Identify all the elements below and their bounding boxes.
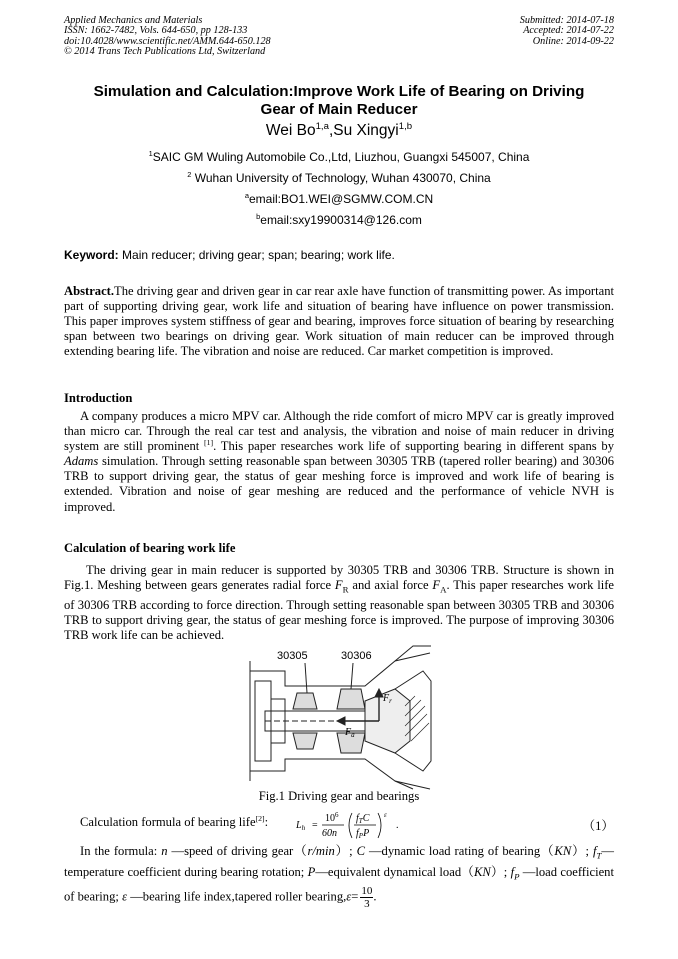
label-30305: 30305 [277,650,308,662]
author-separator: , [328,122,334,139]
def-frac-num: 10 [361,885,373,898]
email-b [64,213,614,227]
keywords-label: Keyword: [64,248,119,262]
bearing-life-equation [296,810,426,840]
eq-equals: = [312,820,318,831]
def-lead: In the formula: [80,844,158,858]
keywords [64,248,614,262]
affiliation-1-sup: 1 [148,149,153,158]
calc-heading: Calculation of bearing work life [64,541,236,555]
formula-definitions: In the formula: n —speed of driving gear（r/min）; C —dynamic load rating of bearing（KN）; $f_T—temperature$ coefficient during bearing rotation; P—equivalent dynamical load（KN）; $f_P$ —load coefficient of bearing; ε —bearing life index,tapered roller bearing,ε= $\frac{10}{3}$ . [64,844,614,911]
journal-doi: doi:10.4028/www.scientific.net/AMM.644-650.128 [64,35,271,47]
introduction-heading: Introduction [64,391,133,405]
journal-issn: ISSN: 1662-7482, Vols. 644-650, pp 128-133 [64,25,248,37]
journal-name: Applied Mechanics and Materials [64,15,203,26]
formula-ref: [2] [255,813,265,823]
def-p: —equivalent dynamical load（ [315,865,475,880]
introduction-paragraph [64,409,614,515]
figure-caption: Fig.1 Driving gear and bearings [258,789,420,803]
abstract-label: Abstract. [64,284,115,298]
submission-dates [520,16,614,47]
author-2-sup: 1,b [398,120,413,132]
accepted-date: Accepted: 2014-07-22 [523,25,614,37]
abstract-text: The driving gear and driven gear in car rear axle have function of transmitting power. As important part of supporting driving gear, work life and situation of bearing have influence on power transmission. This paper improves system stiffness of gear and bearing, improves force situation of bearing by researching span between two bearings on driving gear. Work situation of main reducer can be improved through extending bearing life. The vibration and noise are reduced. Car market competition is improved. [64,284,614,359]
author-2: Su Xingyi [333,122,399,139]
def-sep-3: ）; [490,865,508,880]
def-c: —dynamic load rating of bearing（ [368,844,555,858]
author-list [64,122,614,140]
def-unit-rmin: r/min [307,844,335,858]
intro-text-3: simulation. Through setting reasonable span between 30305 TRB (tapered roller bearing) and 30306 TRB to support driving gear, the status of gear meshing force is improved and work life of bearing is extended. Vibration and noise of gear meshing are reduced and the performance of vehicle NVH is improved. [64,454,614,514]
affiliation-2 [64,171,614,185]
affiliation-2-text: Wuhan University of Technology, Wuhan 430070, China [194,171,491,185]
def-fraction [360,885,373,910]
intro-text-1: A company produces a micro MPV car. Although the ride comfort of micro MPV car is greatly improved than micro car. Through the real car test and analysis, the vibration and noise of main reducer in driving system are still prominent [64,409,614,454]
force-axial-sub: A [440,584,447,595]
label-30306: 30306 [341,650,372,662]
eq-den1: 60n [322,828,337,839]
eq-num1: $10^6$ [325,811,339,824]
def-frac-den: 3 [364,898,370,911]
title-line-1: Simulation and Calculation:Improve Work Life of Bearing on Driving [93,83,585,100]
formula-intro-text: Calculation formula of bearing life [80,815,256,829]
label-force-a: $F_a$ [345,727,355,739]
eq-num2: $f_TC$ [356,813,370,825]
label-force-r: $F_r$ [383,693,392,705]
def-epsilon: —bearing life index,tapered roller bearing, [130,889,347,904]
email-a-text: email:BO1.WEI@SGMW.COM.CN [248,192,434,206]
eq-den2: $f_PP$ [356,828,370,840]
paper-title [64,83,614,119]
online-date: Online: 2014-09-22 [532,35,614,47]
eq-period: . [396,820,399,831]
def-sep-1: ）; [334,844,353,858]
eq-lhs: $L_h$ [296,820,306,832]
email-a [64,192,614,206]
title-line-2: Gear of Main Reducer [260,101,418,118]
author-1: Wei Bo [265,122,316,139]
calc-text-2: and axial force [352,578,429,593]
def-end: . [373,889,377,904]
adams-term: Adams [64,454,99,469]
email-b-text: email:sxy19900314@126.com [260,213,422,227]
def-n: —speed of driving gear（ [171,844,308,858]
affiliation-1-text: SAIC GM Wuling Automobile Co.,Ltd, Liuzhou, Guangxi 545007, China [152,150,530,164]
def-unit-kn-2: KN [474,865,491,880]
calc-text-3: . This paper researches work life of 30306 TRB according to force direction. Through setting reasonable span between 30305 TRB and 30306 TRB to support driving gear, the status of gear meshing force is improved. The purpose of improving 30306 TRB work life can be achieved. [64,578,615,642]
formula-line [80,810,614,840]
affiliation-1 [64,150,614,164]
gear-bearing-drawing [245,641,433,791]
figure-driving-gear [245,641,433,791]
intro-text-2: . This paper researches work life of supporting bearing in different spans by [213,439,614,454]
journal-copyright: © 2014 Trans Tech Publications Ltd, Switzerland [64,46,266,58]
formula-intro [80,815,268,830]
def-sep-2: ）; [571,844,589,858]
author-1-sup: 1,a [315,120,329,132]
abstract [64,284,614,359]
email-a-sup: a [244,191,249,200]
def-ft: —temperature coefficient during bearing rotation; [64,844,614,880]
eq-exponent: ε [384,811,387,819]
def-unit-kn: KN [554,844,572,858]
calc-paragraph [64,563,614,643]
def-fp: —load coefficient of bearing; [64,865,614,904]
journal-header [64,16,271,58]
force-radial-sub: R [342,584,349,595]
calc-text-1: The driving gear in main reducer is supported by 30305 TRB and 30306 TRB. Structure is shown in Fig.1. Meshing between gears generates radial force [64,563,614,593]
formula-colon: : [264,815,269,829]
force-axial: F [432,578,441,593]
intro-ref-1: [1] [204,438,214,447]
submitted-date: Submitted: 2014-07-18 [519,15,614,26]
affiliation-2-sup: 2 [187,170,192,179]
force-radial: F [334,578,343,593]
keywords-text: Main reducer; driving gear; span; bearing; work life. [122,248,395,262]
equation-number: （1） [582,819,614,833]
email-b-sup: b [256,212,261,221]
